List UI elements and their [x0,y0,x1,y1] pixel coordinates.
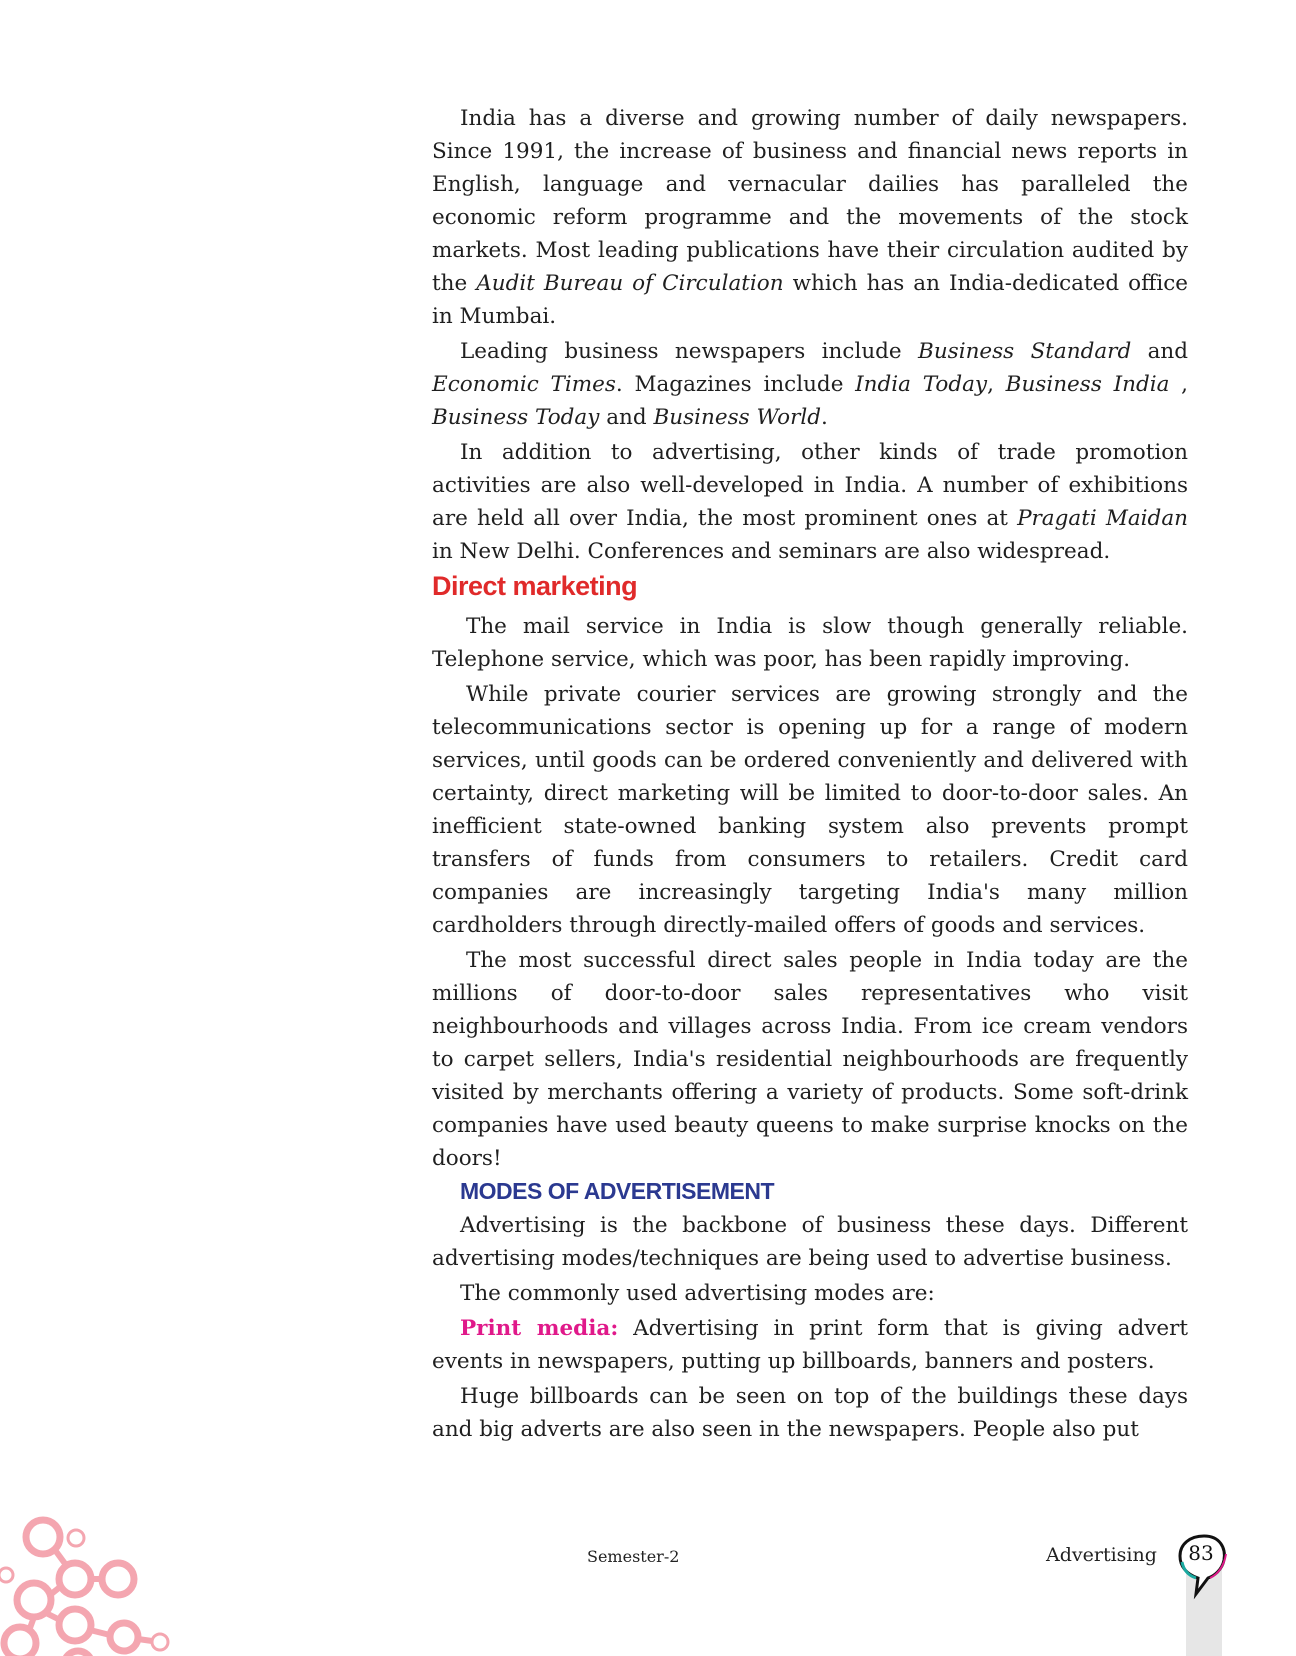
heading-direct-marketing: Direct marketing [432,571,638,601]
paragraph-courier-services: While private courier services are growing strongly and the telecommunications sector is opening up for a range of modern services, until goods can be ordered conveniently and delivered with certainty, direct marketing will be limited to door-to-door sales. An inefficient state-owned banking system also prevents prompt transfers of funds from consumers to retailers. Credit card companies are increasingly targeting India's many million cardholders through directly-mailed offers of goods and services. [432,682,1188,938]
decorative-circles-icon [0,1515,180,1656]
paragraph-advertising-backbone: Advertising is the backbone of business these days. Different advertising modes/techniques are being used to advertise business. [432,1213,1188,1271]
paragraph-billboards: Huge billboards can be seen on top of the buildings these days and big adverts are also seen in the newspapers. People also put [432,1384,1188,1442]
heading-modes-of-advertisement: MODES OF ADVERTISEMENT [460,1178,774,1204]
paragraph-newspapers: India has a diverse and growing number of daily newspapers. Since 1991, the increase of business and financial news reports in English, language and vernacular dailies has paralleled the economic reform programme and the movements of the stock markets. Most leading publications have their circulation audited by the Audit Bureau of Circulation which has an India-dedicated office in Mumbai. [432,106,1188,329]
paragraph-common-modes: The commonly used advertising modes are: [460,1281,935,1306]
body-text [432,102,1188,1446]
paragraph-print-media: Print media: Advertising in print form that is giving advert events in newspapers, putting up billboards, banners and posters. [432,1316,1188,1374]
footer-semester: Semester-2 [587,1547,680,1566]
paragraph-trade-promotion: In addition to advertising, other kinds of trade promotion activities are also well-developed in India. A number of exhibitions are held all over India, the most prominent ones at Pragati Maidan in New Delhi. Conferences and seminars are also widespread. [432,440,1188,564]
page-number: 83 [1188,1541,1214,1565]
footer-chapter-title: Advertising [1046,1544,1157,1566]
paragraph-business-newspapers: Leading business newspapers include Business Standard and Economic Times. Magazines include India Today, Business India , Business Today and Business World. [432,339,1189,430]
paragraph-direct-sales: The most successful direct sales people in India today are the millions of door-to-door sales representatives who visit neighbourhoods and villages across India. From ice cream vendors to carpet sellers, India's residential neighbourhoods are frequently visited by merchants offering a variety of products. Some soft-drink companies have used beauty queens to make surprise knocks on the doors! [432,948,1188,1171]
paragraph-mail-service: The mail service in India is slow though generally reliable. Telephone service, which was poor, has been rapidly improving. [432,614,1188,672]
print-media-label: Print media: [460,1316,619,1341]
